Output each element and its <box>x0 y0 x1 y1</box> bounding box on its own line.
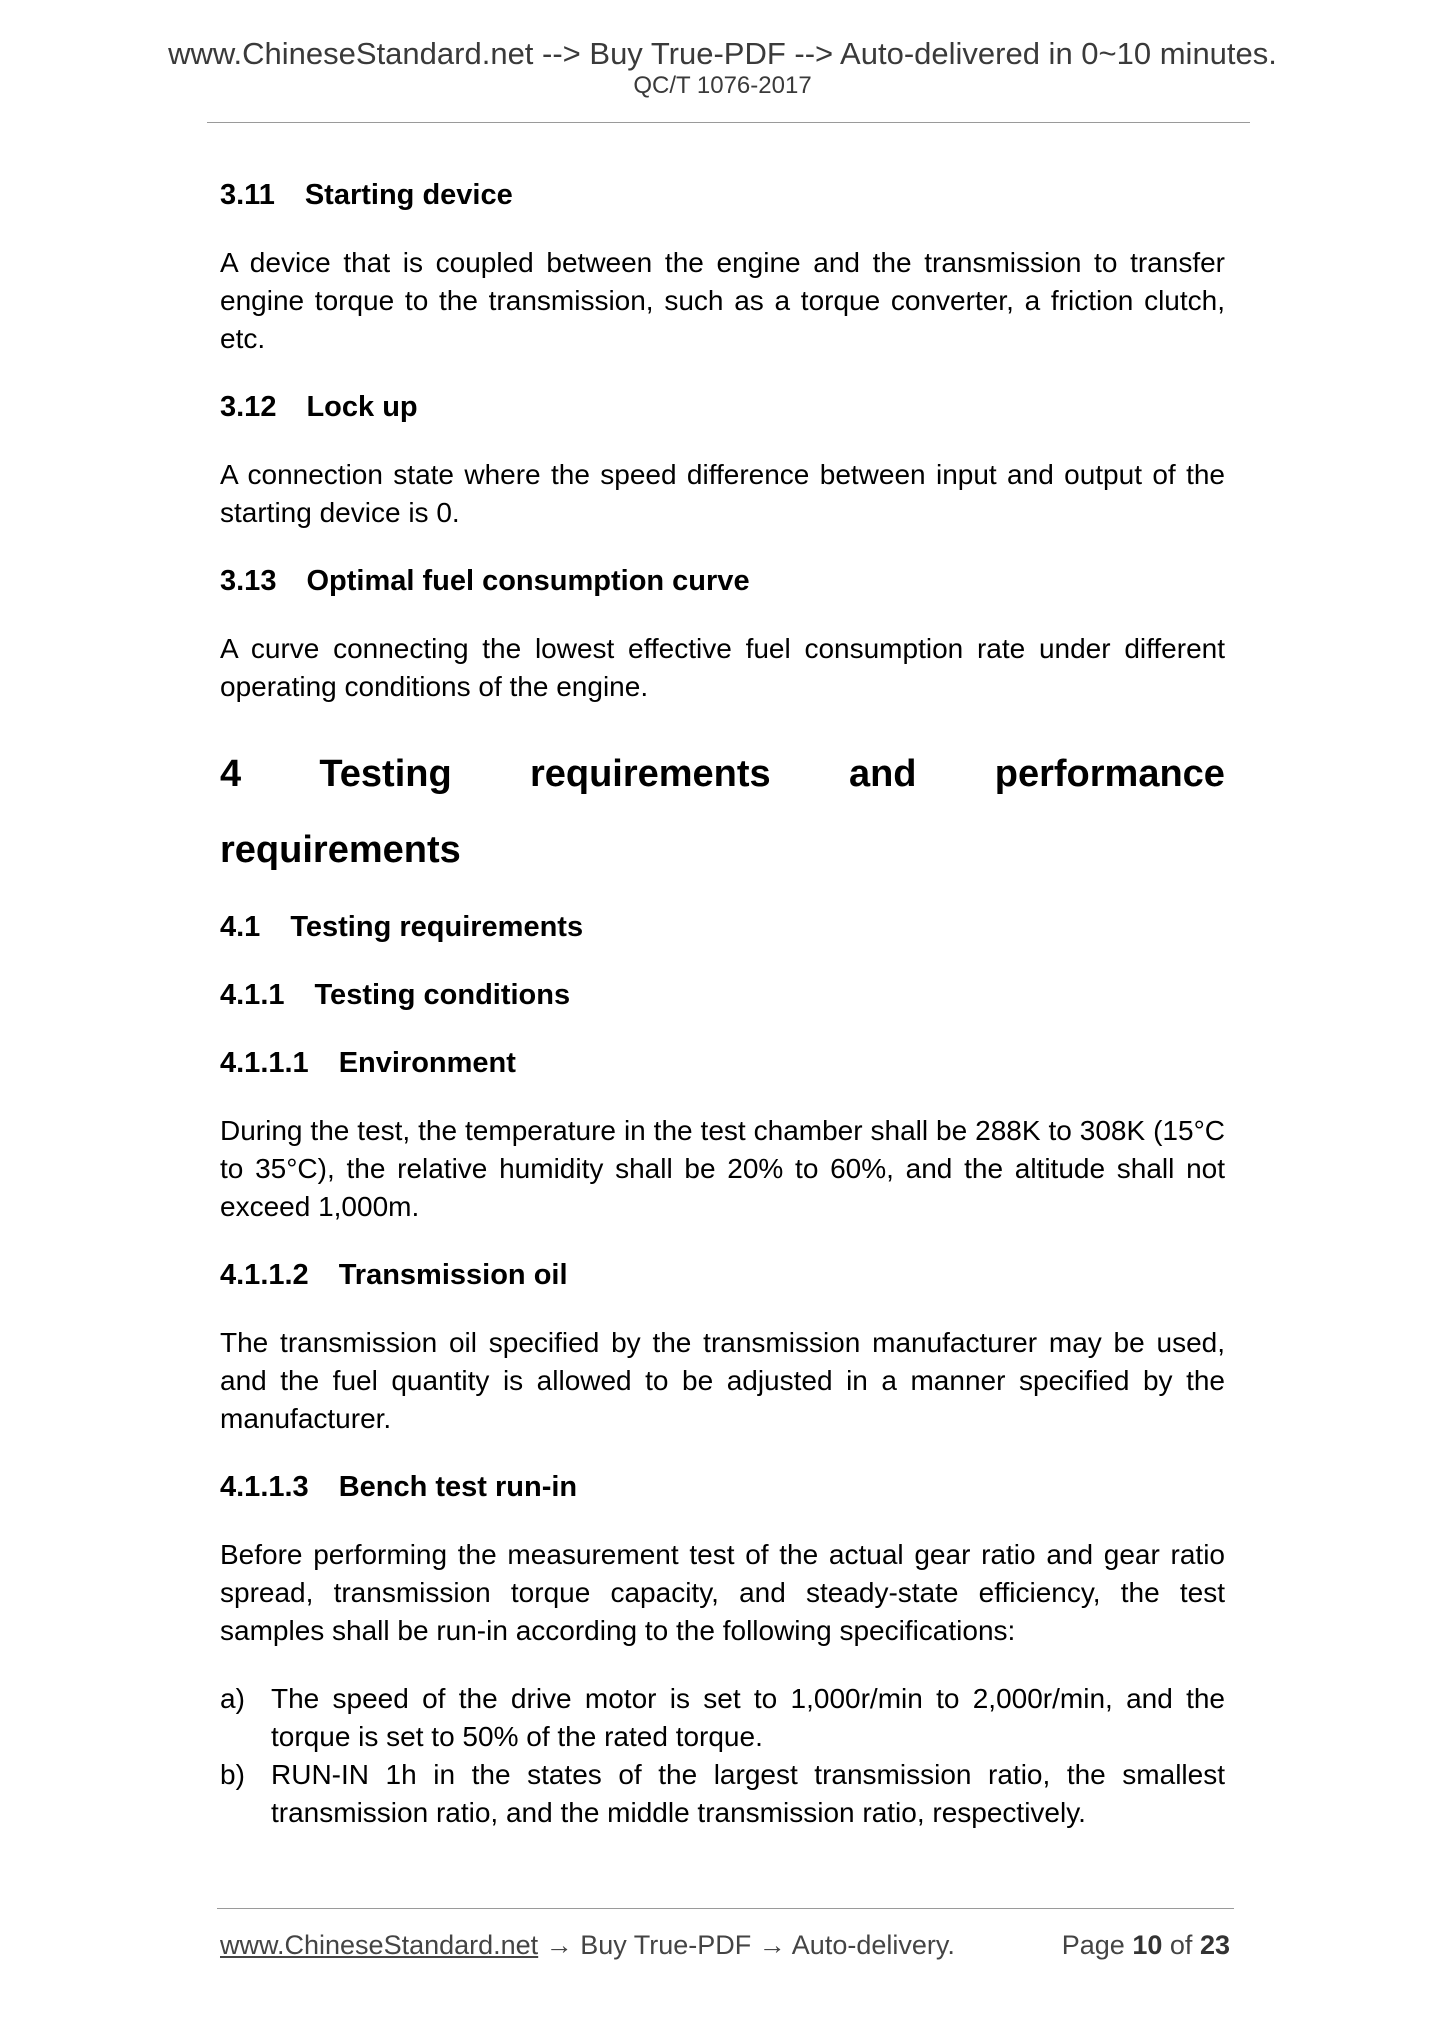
heading-word: requirements <box>529 753 771 795</box>
heading-word: Testing <box>319 753 452 795</box>
heading-3-12 <box>220 388 1225 426</box>
section-title: Bench test run-in <box>338 1471 578 1503</box>
document-body <box>220 176 1225 1832</box>
section-title: Lock up <box>306 391 418 423</box>
page-indicator <box>1062 1928 1230 1962</box>
heading-word: performance <box>994 753 1225 795</box>
footer-site-link[interactable]: www.ChineseStandard.net <box>220 1930 539 1960</box>
section-title: Testing requirements <box>290 911 584 943</box>
section-title: Environment <box>338 1047 516 1079</box>
section-number: 4.1.1 <box>220 979 285 1011</box>
section-number: 3.12 <box>220 391 277 423</box>
footer <box>220 1928 1230 1962</box>
paragraph-3-11: A device that is coupled between the engine and the transmission to transfer engine torque to the transmission, such as a torque converter, a friction clutch, etc. <box>220 247 1225 354</box>
heading-3-11 <box>220 176 1225 214</box>
page-total: 23 <box>1199 1930 1230 1960</box>
arrow-icon: → <box>758 1930 786 1960</box>
section-number: 3.11 <box>220 179 275 211</box>
heading-4-1-1 <box>220 976 1225 1014</box>
footer-delivery-text: Auto-delivery. <box>791 1930 955 1960</box>
list-marker: b) <box>220 1759 245 1790</box>
section-number: 4.1.1.2 <box>220 1259 309 1291</box>
paragraph-4-1-1-3: Before performing the measurement test of the actual gear ratio and gear ratio spread, transmission torque capacity, and steady-state efficiency, the test samples shall be run-in according to the following specifications: <box>220 1539 1225 1646</box>
run-in-list <box>220 1680 1225 1832</box>
paragraph-3-12: A connection state where the speed difference between input and output of the starting device is 0. <box>220 459 1225 528</box>
section-number: 4.1.1.3 <box>220 1471 309 1503</box>
header-banner: www.ChineseStandard.net --> Buy True-PDF --> Auto-delivered in 0~10 minutes. <box>168 36 1277 71</box>
heading-4-1 <box>220 908 1225 946</box>
paragraph-4-1-1-2: The transmission oil specified by the transmission manufacturer may be used, and the fuel quantity is allowed to be adjusted in a manner specified by the manufacturer. <box>220 1327 1225 1434</box>
heading-word: and <box>848 753 917 795</box>
page-of: of <box>1169 1930 1193 1960</box>
footer-divider <box>217 1908 1234 1909</box>
section-number: 4 <box>220 753 242 795</box>
page-current: 10 <box>1132 1930 1163 1960</box>
list-marker: a) <box>220 1683 245 1714</box>
section-number: 4.1.1.1 <box>220 1047 309 1079</box>
list-item-text: RUN-IN 1h in the states of the largest transmission ratio, the smallest transmission ratio, and the middle transmission ratio, respectively. <box>271 1759 1225 1828</box>
section-title: Starting device <box>304 179 513 211</box>
paragraph-4-1-1-1: During the test, the temperature in the test chamber shall be 288K to 308K (15°C to 35°C), the relative humidity shall be 20% to 60%, and the altitude shall not exceed 1,000m. <box>220 1115 1225 1222</box>
list-item-text: The speed of the drive motor is set to 1,000r/min to 2,000r/min, and the torque is set to 50% of the rated torque. <box>271 1683 1225 1752</box>
arrow-icon: → <box>545 1930 573 1960</box>
footer-buy-text: Buy True-PDF <box>580 1930 752 1960</box>
section-title: Optimal fuel consumption curve <box>306 565 750 597</box>
section-title: Transmission oil <box>338 1259 568 1291</box>
heading-4-continued: requirements <box>220 829 461 871</box>
heading-4 <box>220 736 1225 812</box>
section-number: 4.1 <box>220 911 261 943</box>
heading-4-1-1-2 <box>220 1256 1225 1294</box>
paragraph-3-13: A curve connecting the lowest effective fuel consumption rate under different operating conditions of the engine. <box>220 633 1225 702</box>
heading-4-1-1-3 <box>220 1468 1225 1506</box>
header-divider <box>207 122 1250 123</box>
heading-3-13 <box>220 562 1225 600</box>
list-item <box>220 1680 1225 1756</box>
heading-4-1-1-1 <box>220 1044 1225 1082</box>
section-title: Testing conditions <box>314 979 571 1011</box>
standard-number: QC/T 1076-2017 <box>633 72 812 99</box>
page-label: Page <box>1061 1930 1125 1960</box>
list-item <box>220 1756 1225 1832</box>
section-number: 3.13 <box>220 565 277 597</box>
